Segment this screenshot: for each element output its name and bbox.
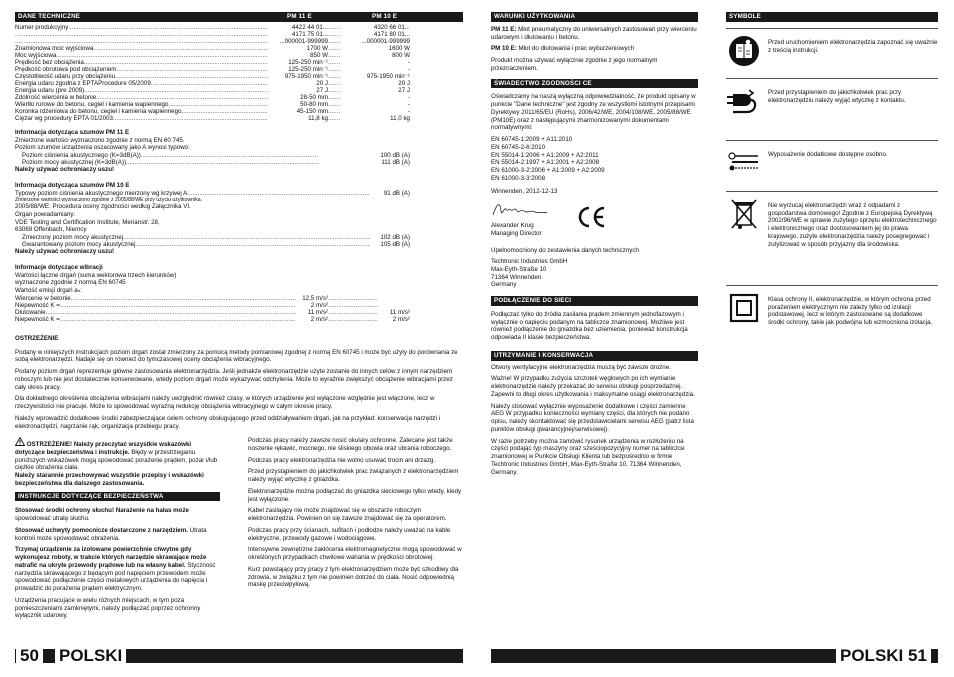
spec-value-pm11: 11,8 kg <box>308 114 328 122</box>
leader-dots <box>123 234 370 241</box>
warning-triangle-icon <box>15 437 25 449</box>
ce-norm: EN 61000-3-3:2008 <box>491 174 546 182</box>
noise-pm10-line: 2005/88/WE: Procedura oceny zgodności według Załącznika VI. <box>15 203 191 210</box>
noise-pm11-row <box>22 152 410 159</box>
spec-value-pm11: ...000001-999999 <box>279 37 328 45</box>
noise-pm11-block <box>15 129 410 174</box>
vibration-label: Dłutowanie <box>15 308 46 316</box>
symbol-description: Nie wyrzucaj elektronarzędzi wraz z odpadami z gospodarstwa domowego! Zgodnie z Europejską Dyrektywą 2002/96/WE w sprawie zużytego sprzętu elektrotechnicznego i elektronicznego oraz dostosowaniem jej do prawa krajowego, zużyte elektronarzędzia należy posegregować i zutylizować w sposób przyjazny dla środowiska. <box>768 201 937 248</box>
vibration-line: wyznaczone zgodnie z normą EN 60745 <box>15 279 126 287</box>
leader-dots <box>328 73 340 80</box>
safety-paragraph: Kurz powstający przy pracy z tym elektronarzędziem może być szkodliwy dla zdrowia, w związku z tym nie powinien dotrzeć do ciała. Nosić odpowiednią maskę przeciwpyłową. <box>248 565 459 589</box>
noise-pm10-line: 63069 Offenbach, Niemcy <box>15 226 87 234</box>
ce-header: ŚWIADECTWO ZGODNOŚCI CE <box>491 79 698 89</box>
spec-row <box>15 115 410 122</box>
safety-instruction-bold: Trzymaj urządzenie za izolowane powierzchnie chwytne gdy wykonujesz roboty, w trakcie których narzędzie skrawające może natrafić na ukryte przewody prądowe lub na własny kabel. <box>15 546 207 569</box>
noise-pm11-warning: Należy używać ochroniaczy uszu! <box>15 166 115 173</box>
spec-value-pm10: - <box>407 93 410 101</box>
vibration-label: Niepewność K = <box>15 301 60 309</box>
spec-row <box>15 31 410 38</box>
safety-paragraph: Podczas pracy należy zawsze nosić okulary ochronne. Zalecane jest także noszenie rękawic, mocnego, nie śliskiego obuwia oraz ubrania roboczego. <box>248 437 453 452</box>
leader-dots <box>135 241 370 248</box>
usage-paragraph <box>491 45 698 53</box>
col-pm11: PM 11 E <box>287 13 312 20</box>
vibration-value-pm11: 11 m/s² <box>307 308 328 316</box>
ce-norm: EN 55014-2:1997 + A1:2001 + A2:2008 <box>491 159 600 167</box>
safety-header: INSTRUKCJE DOTYCZĄCE BEZPIECZEŃSTWA <box>15 492 220 502</box>
left-lower-col-2 <box>248 437 463 593</box>
accessory-icon <box>726 145 762 181</box>
spec-value-pm11: 975-1950 min⁻¹ <box>284 72 328 80</box>
maintenance-paragraph: Należy stosować wyłącznie wyposażenie dodatkowe i części zamienne AEG W przypadku konieczności wymiany części, dla których nie podano opisu, należy skontaktować się przedstawicielami serwisu AEG (patrz lista punktów obsługi gwarancyjnej/serwisowej). <box>491 402 694 433</box>
vibration-lines <box>15 272 410 295</box>
noise-pm10-warning: Należy używać ochroniaczy uszu! <box>15 248 115 255</box>
spec-value-pm11: 45-150 mm <box>296 107 328 115</box>
left-page-language: POLSKI <box>55 645 126 666</box>
power-header: PODŁĄCZENIE DO SIECI <box>491 296 698 306</box>
noise-pm10-rows <box>15 234 410 248</box>
noise-pm10-row <box>22 234 410 241</box>
caution-paragraph <box>15 437 220 488</box>
right-page-number: 51 <box>904 645 931 666</box>
safety-paragraph: Podczas pracy przy ścianach, sufitach i podłodze należy uważać na kable elektryczne, przewody gazowe i wodociągowe. <box>248 526 451 542</box>
spec-row <box>15 38 410 45</box>
safety-paragraph: Elektronarzędzie można podłączać do gniazdka sieciowego tylko wtedy, kiedy jest wyłączone. <box>248 487 462 503</box>
symbol-row <box>726 140 938 191</box>
usage-paragraphs <box>491 26 698 73</box>
left-page-number: 50 <box>16 645 43 666</box>
company-line: Germany <box>491 281 517 289</box>
vibration-label: Wiercenie w betonie <box>15 294 71 302</box>
safety-instruction-bold: Stosować uchwyty pomocnicze dostarczone z narzędziem. <box>15 526 188 534</box>
spec-value-pm10: 4320 66 01... <box>373 23 410 31</box>
leader-dots <box>328 94 340 101</box>
maintenance-paragraph: W razie potrzeby można zamówić rysunek urządzenia w rozłożeniu na części podając typ maszyny oraz sześciopozycyjny numer na tabliczce znamionowej w Punkcie Obsługi Klienta lub bezpośrednio w firmie Techtronic Industries GmbH, Max-Eyth-Straße 10, 71364 Winnenden, Germany. <box>491 437 685 476</box>
leader-dots <box>60 316 296 323</box>
usage-paragraph-text: Młot do dłutowania i prac wyburzeniowych <box>516 45 635 53</box>
noise-pm11-title: Informacja dotycząca szumów PM 11 E <box>15 128 130 136</box>
mid-paragraphs <box>248 437 463 589</box>
leader-dots <box>328 45 340 52</box>
spec-label: Zdolność wiercenia w betonie <box>15 93 97 101</box>
leader-dots <box>328 24 340 31</box>
safety-paragraph: Intensywne zewnętrzne zakłócenia elektromagnetyczne mogą spowodować w określonych przypadkach chwilowe wahania w prędkości obrotowej. <box>248 546 462 561</box>
spec-row <box>15 87 410 94</box>
leader-dots <box>113 115 268 122</box>
leader-dots <box>151 80 268 87</box>
noise-pm10-pressure-value: 91 dB (A) <box>383 189 410 197</box>
vibration-line: Wartości łączne drgań (suma wektorowa trzech kierunków) <box>15 271 177 279</box>
spec-value-pm10: - <box>407 107 410 115</box>
spec-row <box>15 59 410 66</box>
leader-dots <box>96 94 268 101</box>
noise-pm10-small: Zmierzone wartości wyznaczono zgodnie z 2005/88/WE przy użyciu użytkownika. <box>15 196 203 203</box>
spec-row <box>15 24 410 31</box>
symbols-list <box>726 28 938 345</box>
leader-dots <box>84 59 268 66</box>
spec-value-pm10: 975-1950 min⁻¹ <box>366 72 410 80</box>
ce-norm: EN 60745-1:2009 + A11:2010 <box>491 136 573 143</box>
spec-row <box>15 94 410 101</box>
spec-value-pm10: ...000001-999999 <box>361 37 410 45</box>
safety-paragraph: Kabel zasilający nie może znajdować się w obszarze roboczym elektronarzędzia. Powinien on się zawsze znajdować się za operatorem. <box>248 507 447 522</box>
vibration-row <box>15 316 410 323</box>
spec-value-pm10: 4171 80 01... <box>373 30 410 38</box>
ce-norm: EN 60745-2-6:2010 <box>491 143 546 151</box>
safety-instruction-text: Styczność narzędzia skrawającego z będącym pod napięciem przewodem może spowodować podłączenie części metalowych urządzenia do napięcia i prowadzić do porażenia prądem elektrycznym. <box>15 561 216 592</box>
maintenance-header: UTRZYMANIE I KONSERWACJA <box>491 351 698 361</box>
leader-dots <box>328 316 378 323</box>
spec-value-pm11: 4422 44 01... <box>291 23 328 31</box>
ce-date: Winnenden, 2012-12-13 <box>491 187 558 195</box>
right-col-1 <box>491 12 698 480</box>
signer-title: Managing Director <box>491 230 542 238</box>
spec-label: Koronka rdzeniowa do betonu, cegieł i kamienia wapiennego <box>15 107 182 115</box>
leader-dots <box>71 295 296 302</box>
noise-pm10-line: Organ powiadamiany: <box>15 210 76 218</box>
noise-pm10-row-value: 102 dB (A) <box>380 234 410 241</box>
warning-paragraph: Podany w niniejszych instrukcjach poziom drgań został zmierzony za pomocą metody pomiarowej zgodnej z normą EN 60745 i może być użyty do porównania ze sobą elektronarzędzi. Nadaje się on również do tymczasowej oceny obciążenia wibracyjnego. <box>15 348 458 364</box>
usage-paragraph <box>491 57 698 73</box>
maintenance-paragraphs <box>491 364 698 477</box>
tech-data-header <box>15 12 463 22</box>
spec-value-pm11: 27 J <box>316 86 328 94</box>
leader-dots <box>93 45 268 52</box>
leader-dots <box>328 59 340 66</box>
safety-instruction <box>15 546 220 593</box>
spec-value-pm10: - <box>407 65 410 73</box>
usage-paragraph-bold: PM 10 E: <box>491 45 517 53</box>
leader-dots <box>182 108 269 115</box>
usage-header: WARUNKI UŻYTKOWANIA <box>491 12 698 22</box>
ce-declaration: Oświadczamy na naszą wyłączną odpowiedzialność, że produkt opisany w punkcie "Dane techniczne" jest zgodny ze wszystkimi istotnymi przepisami Dyrektywy 2011/65/EU (RoHs), 2006/42/WE, 2004/108/WE, 2005/88/WE (PM10E) oraz z następującymi zharmonizowanymi dokumentami normatywnymi: <box>491 93 696 132</box>
symbol-description: Przed uruchomieniem elektronarzędzia zapoznać się uważnie z treścią instrukcji. <box>768 38 938 54</box>
spec-value-pm10: - <box>407 58 410 66</box>
spec-label: Moc wyjściowa <box>15 51 57 59</box>
company-line: 71364 Winnenden <box>491 273 542 281</box>
company-address <box>491 258 698 289</box>
noise-pm10-block <box>15 182 410 256</box>
spec-value-pm10: 27 J <box>398 86 410 94</box>
leader-dots <box>328 38 340 45</box>
spec-label: Prędkość bez obciążenia <box>15 58 84 66</box>
safety-paragraph: Podczas pracy elektronarzędzia nie wolno usuwać trocin ani drzazg. <box>248 456 436 464</box>
warning-title: OSTRZEŻENIE <box>15 334 59 342</box>
vibration-row <box>15 295 410 302</box>
caution-bold: OSTRZEŻENIE! Należy przeczytać wszystkie wskazówki dotyczące bezpieczeństwa i instrukcje. <box>15 441 192 456</box>
symbol-description: Wyposażenie dodatkowe dostępne osobno. <box>768 150 888 158</box>
symbol-description: Klasa ochrony II, elektronarzędzie, w którym ochrona przed porażeniem elektrycznym nie zależy tylko od izolacji podstawowej, lecz w którym zastosowane są dodatkowe środki ochrony, takie jak podwójna lub wzmocniona izolacja. <box>768 295 933 326</box>
leader-dots <box>328 66 340 73</box>
spec-label: Prędkość obrotowa pod obciążeniem <box>15 65 117 73</box>
leader-dots <box>328 87 340 94</box>
spec-value-pm11: 125-250 min⁻¹ <box>288 58 328 66</box>
ce-norm: EN 61000-3-2:2006 + A1:2009 + A2:2009 <box>491 167 605 174</box>
spec-label: Znamionowa moc wyjściowa <box>15 44 94 52</box>
usage-paragraph-bold: PM 11 E: <box>491 25 517 33</box>
spec-value-pm11: 28-50 mm <box>300 93 328 101</box>
leader-dots <box>115 73 268 80</box>
authorized-person: Upełnomocniony do zestawienia danych technicznych <box>491 247 639 255</box>
leader-dots <box>84 87 268 94</box>
warning-paragraph: Należy wprowadzić dodatkowe środki zabezpieczające celem ochrony obsługującego przed oddziaływaniem drgań, jak na przykład: konserwacja narzędzi i elektronarzędzi, nagrzanie rąk, organizacja przebiegu pracy. <box>15 414 441 430</box>
caution-keep: Należy starannie przechowywać wszystkie przepisy i wskazówki bezpieczeństwa dla dalszego zastosowania. <box>15 472 204 487</box>
ce-mark-logo <box>577 206 607 231</box>
vibration-value-pm10: 2 m/s² <box>392 315 410 323</box>
safety-instruction <box>15 527 220 543</box>
leader-dots <box>141 152 318 159</box>
leader-dots <box>328 52 340 59</box>
spec-value-pm11: 50-80 mm <box>300 100 328 108</box>
safety-instruction <box>15 597 220 620</box>
symbol-row <box>726 285 938 345</box>
signer-name: Alexander Krug <box>491 222 534 230</box>
company-line: Techtronic Industries GmbH <box>491 258 568 265</box>
vibration-value-pm10 <box>378 295 410 302</box>
noise-pm10-lines <box>15 203 410 234</box>
col-pm10: PM 10 E <box>372 13 398 20</box>
maintenance-paragraph: Otwory wentylacyjne elektronarzędzia muszą być zawsze drożne. <box>491 363 671 371</box>
vibration-value-pm10: 11 m/s² <box>389 308 410 316</box>
leader-dots <box>116 66 268 73</box>
noise-pm10-title: Informacja dotycząca szumów PM 10 E <box>15 181 130 189</box>
noise-pm11-row-value: 100 dB (A) <box>380 152 410 159</box>
right-col-2 <box>726 12 938 345</box>
symbol-row <box>726 191 938 285</box>
left-lower-col-1 <box>15 437 220 624</box>
leader-dots <box>60 302 296 309</box>
leader-dots <box>328 101 340 108</box>
leader-dots <box>126 159 318 166</box>
weee-bin-icon <box>726 196 762 232</box>
leader-dots <box>328 108 340 115</box>
noise-pm10-line: VDE Testing and Certification Institute, Merianstr. 28, <box>15 218 160 226</box>
safety-paragraphs <box>15 507 220 620</box>
safety-instruction-text: Urządzenia pracujące w wielu różnych miejscach, w tym poza pomieszczeniami zamkniętymi, należy podłączać poprzez ochronny wyłącznik udarowy. <box>15 596 201 620</box>
leader-dots <box>46 309 296 316</box>
read-manual-icon <box>726 33 762 69</box>
vibration-label: Niepewność K = <box>15 315 60 323</box>
warning-paragraph: Podany poziom drgań reprezentuje główne zastosowania elektronarzędzia. Jeśli jednakże elektronarzędzie użyte zostanie do innych celów z innym narzędziem roboczym lub nie jest dostatecznie konserwowane, wtedy poziom drgań może wykazywać odchylenia. Może to wyraźnie zwiększyć obciążenie wibracjami przez cały okres pracy. <box>15 368 453 391</box>
noise-pm11-lines <box>15 137 410 153</box>
vibration-line: Wartość emisji drgań aₕ: <box>15 287 82 294</box>
noise-pm11-row-label: Poziom mocy akustycznej (K=3dB(A)) <box>22 159 127 166</box>
spec-table <box>15 24 410 122</box>
noise-pm10-row-label: Gwarantowany poziom mocy akustycznej <box>22 241 136 248</box>
safety-instruction-text: spowodować utratę słuchu. <box>15 515 90 522</box>
tech-data-title: DANE TECHNICZNE <box>18 13 81 20</box>
leader-dots <box>328 302 378 309</box>
spec-row <box>15 45 410 52</box>
spec-value-pm11: 850 W <box>310 51 328 59</box>
spec-label: Wiertło rurowe do betonu, cegieł i kamienia wapiennego <box>15 100 169 108</box>
spec-row <box>15 108 410 115</box>
warning-paragraph: Dla dokładnego określenia obciążenia wibracjami należy uwzględnić również czasy, w których urządzenie jest wyłączone względnie jest włączone, lecz w rzeczywistości nie pracuje. Może to spowodować wyraźną redukcję obciążenia wibracyjnego w całym okresie pracy. <box>15 395 435 410</box>
signature-image <box>491 199 551 221</box>
leader-dots <box>168 101 268 108</box>
signature-block <box>491 199 698 247</box>
spec-label: Numer produkcyjny <box>15 23 69 31</box>
ce-norms-list <box>491 136 698 183</box>
spec-row <box>15 66 410 73</box>
caution-text: Błędy w przestrzeganiu poniższych wskazówek mogą spowodować porażenie prądem, pożar i/lub ciężkie obrażenia ciała. <box>15 448 218 472</box>
safety-instruction-bold: Stosować środki ochrony słuchu! Narażenie na hałas może <box>15 507 189 515</box>
leader-dots <box>328 80 340 87</box>
leader-dots <box>15 38 268 45</box>
symbol-row <box>726 28 938 78</box>
symbols-header: SYMBOLE <box>726 12 938 22</box>
leader-dots <box>328 115 340 122</box>
noise-pm11-rows <box>15 152 410 166</box>
spec-label: Energia udaru (pre 2009) <box>15 86 85 94</box>
noise-pm10-row <box>22 241 410 248</box>
usage-paragraph-text: Młot pneumatyczny do uniwersalnych zastosowań przy wierceniu udarowym i dłutowaniu i betonu. <box>491 25 697 41</box>
usage-paragraph-text: Produkt można używać wyłącznie zgodnie z jego normalnym przeznaczeniem. <box>491 57 658 72</box>
safety-instruction-text: Utrata kontroli może spowodować obrażenia. <box>15 526 207 542</box>
spec-value-pm11: 125-250 min⁻¹ <box>288 65 328 73</box>
vibration-value-pm11: 12,5 m/s² <box>302 294 328 302</box>
spec-label: Ciężar wg procedury EPTA 01/2003 <box>15 114 113 122</box>
noise-pm10-pressure-row <box>15 190 410 197</box>
spec-value-pm10: - <box>407 100 410 108</box>
left-page <box>15 12 463 434</box>
vibration-block <box>15 264 410 323</box>
noise-pm11-line: Zmierzone wartości wyznaczono zgodnie z normą EN 60 745. <box>15 136 185 144</box>
warning-block <box>15 335 463 431</box>
vibration-rows <box>15 295 410 323</box>
leader-dots <box>328 31 340 38</box>
spec-value-pm10: 800 W <box>392 51 410 59</box>
safety-instruction <box>15 507 220 523</box>
class-ii-icon <box>726 290 762 326</box>
symbol-description: Przed przystąpieniem do jakichkolwiek prac przy elektronarzędziu należy wyjąć wtyczkę z kontaktu. <box>768 88 906 104</box>
noise-pm10-row-value: 105 dB (A) <box>380 241 410 248</box>
power-paragraph: Podłączać tylko do źródła zasilania prądem zmiennym jednofazowym i wyłącznie o napięciu podanym na tabliczce znamionowej. Możliwe jest również podłączenie do gniazdka bez uziemienia, ponieważ konstrukcja odpowiada II klasie bezpieczeństwa. <box>491 310 688 341</box>
unplug-icon <box>726 83 762 119</box>
vibration-value-pm11: 2 m/s² <box>310 315 328 323</box>
vibration-title: Informacje dotyczące wibracji <box>15 263 103 271</box>
spec-value-pm10: 20 J <box>398 79 410 87</box>
leader-dots <box>56 52 268 59</box>
safety-paragraph: Przed przystąpieniem do jakichkolwiek prac związanych z elektronarzędziem należy wyjąć wtyczkę z gniazdka. <box>248 468 459 483</box>
noise-pm10-pressure-label: Typowy poziom ciśnienia akustycznego mierzony wg krzywej A: <box>15 189 190 197</box>
spec-value-pm11: 20 J <box>316 79 328 87</box>
spec-label: Energia udaru zgodna z EPTAProcedure 05/2009 <box>15 79 151 87</box>
spec-value-pm10: 11,0 kg <box>390 114 410 122</box>
noise-pm11-row-value: 111 dB (A) <box>381 159 410 166</box>
leader-dots <box>189 190 370 197</box>
spec-value-pm11: 1700 W <box>306 44 328 52</box>
leader-dots <box>328 295 378 302</box>
leader-dots <box>15 31 268 38</box>
usage-paragraph <box>491 26 698 42</box>
company-line: Max-Eyth-Straße 10 <box>491 265 547 273</box>
vibration-row <box>15 302 410 309</box>
vibration-value-pm11: 2 m/s² <box>310 301 328 309</box>
noise-pm11-row-label: Poziom ciśnienia akustycznego (K=3dB(A)) <box>22 152 141 159</box>
leader-dots <box>68 24 268 31</box>
right-page-language: POLSKI <box>836 645 907 666</box>
maintenance-paragraph: Ważne! W przypadku zużycia szczotek węglowych po ich wymianie elektronarzędzie należy przekazać do serwisu obsługi posprzedażnej. Zapewni to długi okres użytkowania i maksymalne osiągi elektronarzędzia. <box>491 375 695 398</box>
spec-row <box>15 73 410 80</box>
spec-label: Częstotliwość udaru przy obciążeniu <box>15 72 116 80</box>
noise-pm11-row <box>22 159 410 166</box>
spec-value-pm11: 4171 75 01... <box>291 30 328 38</box>
spec-row <box>15 80 410 87</box>
noise-pm11-line: Poziom szumów urządzenia oszacowany jako A wynosi typowo: <box>15 144 190 152</box>
symbol-row <box>726 78 938 140</box>
warning-paragraphs <box>15 349 463 431</box>
vibration-row <box>15 309 410 316</box>
ce-norm: EN 55014-1:2006 + A1:2009 + A2:2011 <box>491 151 599 159</box>
noise-pm10-row-label: Zmierzony poziom mocy akustycznej <box>22 234 124 241</box>
vibration-value-pm10 <box>378 302 410 309</box>
spec-row <box>15 101 410 108</box>
spec-value-pm10: 1600 W <box>388 44 410 52</box>
leader-dots <box>328 309 378 316</box>
spec-row <box>15 52 410 59</box>
